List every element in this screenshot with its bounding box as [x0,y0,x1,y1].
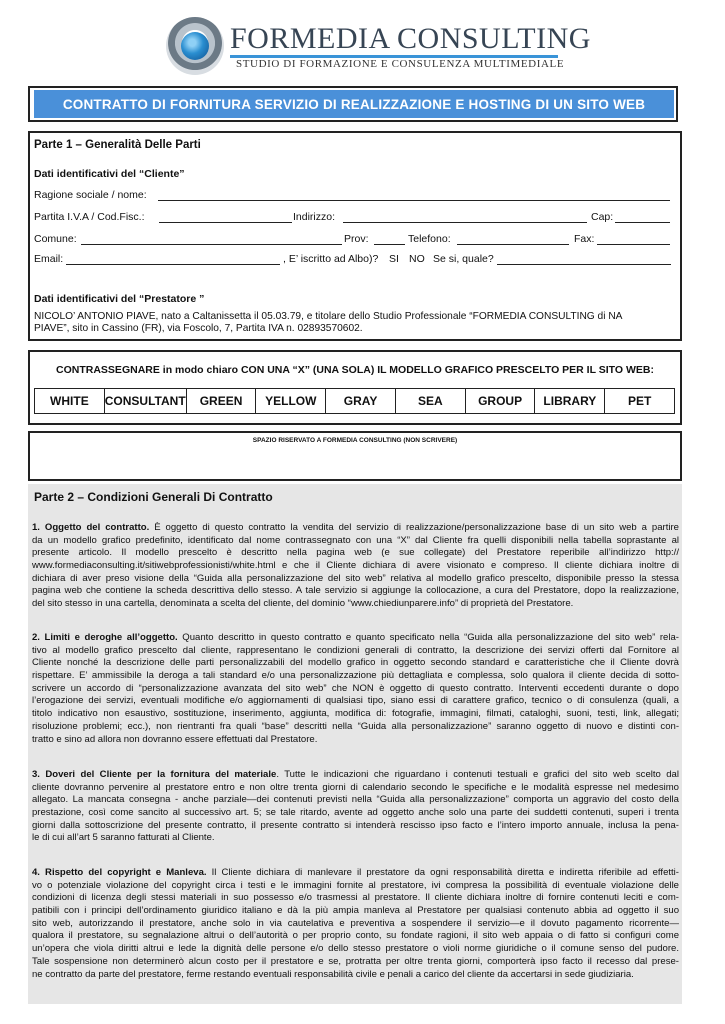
ragione-field[interactable] [158,190,670,201]
section-line: giorni dalla sottoscrizione del presente contratto, il presente contratto si intenderà rescisso ipso facto e l’intero importo annuale, inclusa la pena- [32,819,679,831]
section-1 [32,522,679,611]
fax-label: Fax: [574,233,595,245]
cap-label: Cap: [591,211,614,223]
model-option-green[interactable]: GREEN [187,389,257,413]
prov-label: Prov: [344,233,369,245]
section-line: le di cui all’art 5 saranno fatturati al Cliente. [32,832,215,844]
section-line: dichiara di aver preso visione della “Guida alla personalizzazione del sito web” relativa al modello grafico prescelto, disponibile presso la stessa [32,572,679,584]
section-line: Tale sospensione non determinerò alcun costo per il prestatore e se, protratta per oltre trenta giorni, comporterà ipso facto il recesso dal prese- [32,955,679,967]
section-line: presente articolo. Il modello prescelto è descritto nella pagina web (e sue collegate) del Prestatore reperibile all’indirizzo http:// [32,547,679,559]
section-line: patibili con i principi dell’ordinamento giuridico italiano e dà la più ampia manleva al Prestatore per qualsiasi contenuto abbia ad oggetto il suo [32,905,679,917]
provider-heading: Dati identificativi del “Prestatore ” [34,293,205,305]
model-option-consultant[interactable]: CONSULTANT [105,389,187,413]
section-line: www.formediaconsulting.it/sitiwebprofessionisti/white.html e che il Cliente dichiara di avere visionato e compreso. Il cliente dichiara inoltre di [32,560,679,572]
fax-field[interactable] [597,234,670,245]
section-2 [32,632,679,746]
telefono-field[interactable] [457,234,569,245]
quale-label: Se si, quale? [433,253,494,265]
client-heading: Dati identificativi del “Cliente” [34,168,185,180]
model-option-group[interactable]: GROUP [466,389,536,413]
section-line: rispettare. E’ ammissibile la deroga a tali standard e/o una personalizzazione più dettagliata e complessa, solo qualora il cliente decida di sotto- [32,670,679,682]
section-line: tivo al modello grafico prescelto dal cliente, rappresentano le condizioni generali di contratto, la descrizione dei servizi offerti dal Fornitore al [32,644,679,656]
logo-globe-icon [181,32,209,60]
contract-title-bar [34,90,674,118]
quale-field[interactable] [497,254,671,265]
indirizzo-field[interactable] [343,212,587,223]
brand-name: FORMEDIA CONSULTING [230,22,591,55]
model-options-table [34,388,675,414]
section-line: Quanto descritto in questo contratto e quanto specificato nella “Guida alla personalizzazione del sito web” rela- [177,632,679,643]
telefono-label: Telefono: [408,233,451,245]
section-title: 3. Doveri del Cliente per la fornitura del materiale [32,769,277,780]
section-line: pagina web che contiene la scheda descrittiva dello stesso. A tale servizio si aggiunge la collocazione, a cura del Prestatore, dopo la realizzazione, [32,585,679,597]
section-line: sito web, autorizzando il prestatore, anche solo in via cautelativa e preventiva a sospendere il servizio—e il dovuto pagamento ricorrente— [32,917,679,929]
email-label: Email: [34,253,64,265]
section-line: un’opera che viola diritti altrui e lede la dignità delle persone e/o dello stesso prestatore o violi norme giuridiche o il comune senso del pudore. [32,943,679,955]
section-line: tratto e sino ad allora non dovranno essere effettuati dal Prestatore. [32,733,318,745]
albo-question: , E’ iscritto ad Albo)? [283,253,379,265]
section-line: l’erogazione dei servizi, eventuali modifiche e/o aggiornamenti di qualsiasi tipo, siano essi di carattere grafico, tecnico o di consulenza (quali, a [32,695,679,707]
section-line: Cliente nonché la descrizione delle parti personalizzabili del modello grafico in oggetto secondo standard e caratteristiche che il Cliente dovrà [32,657,679,669]
model-option-gray[interactable]: GRAY [326,389,396,413]
section-line: È oggetto di questo contratto la vendita del servizio di realizzazione/personalizzazione base di un sito web a partire [149,522,679,533]
comune-field[interactable] [81,234,342,245]
part1-heading: Parte 1 – Generalità Delle Parti [34,139,201,151]
section-title: 2. Limiti e deroghe all’oggetto. [32,632,178,643]
piva-label: Partita I.V.A / Cod.Fisc.: [34,211,145,223]
section-line: condizioni di licenza degli stessi materiali in suo possesso e/o trasmessi al prestatore. Il cliente dichiara inoltre di fornire contenuti leciti e com- [32,892,679,904]
section-line: da un modello grafico predefinito, identificato dal nome contrassegnato con una “X” dal Cliente fra quelli disponibili nella tabella soprastante al [32,534,679,546]
part2-heading: Parte 2 – Condizioni Generali Di Contratto [34,490,273,504]
section-line: ne contratto da parte del prestatore, ferme restando eventuali responsabilità civile e penali a carico del cliente da accertarsi in sede giudiziaria. [32,968,634,980]
albo-si[interactable]: SI [389,253,399,265]
contract-title: CONTRATTO DI FORNITURA SERVIZIO DI REALIZZAZIONE E HOSTING DI UN SITO WEB [62,96,646,112]
brand-subtitle: STUDIO DI FORMAZIONE E CONSULENZA MULTIMEDIALE [236,58,565,70]
indirizzo-label: Indirizzo: [293,211,336,223]
model-option-white[interactable]: WHITE [35,389,105,413]
section-line: cliente dovranno pervenire al prestatore entro e non oltre trenta giorni di calendario secondo le specifiche e le modalità espresse nel medesimo [32,781,679,793]
section-title: 1. Oggetto del contratto. [32,522,150,533]
albo-no[interactable]: NO [409,253,425,265]
provider-line-1: NICOLO’ ANTONIO PIAVE, nato a Caltanissetta il 05.03.79, e titolare dello Studio Professionale “FORMEDIA CONSULTING di NA [34,311,623,322]
model-option-yellow[interactable]: YELLOW [256,389,326,413]
section-line: . Tutte le indicazioni che riguardano i contenuti testuali e grafici del sito web scelto dal [276,769,679,780]
model-option-sea[interactable]: SEA [396,389,466,413]
section-title: 4. Rispetto del copyright e Manleva. [32,867,207,878]
piva-field[interactable] [159,212,292,223]
section-line: scrivere un accordo di “personalizzazione avanzata del sito web” che NON è oggetto di questo contratto. Interventi eccedenti durante o dopo [32,682,679,694]
section-line: vo o potenziale violazione del copyright circa i testi e le immagini fornite al prestatore, ivi compresa la possibilità di eventuale violazione delle [32,879,679,891]
model-option-library[interactable]: LIBRARY [535,389,605,413]
model-option-pet[interactable]: PET [627,394,652,408]
section-line: qualora il prestatore, su segnalazione altrui o dell’autorità o per proprio conto, su fondate ragioni, il sito web appaia o di fatto si configuri come [32,930,679,942]
section-line: titolo indicativo non esaustivo, sostituzione, inserimento, aggiunta, modifica di: fotografie, immagini, filmati, cataloghi, suoni, testi, link, allegati; [32,708,679,720]
prov-field[interactable] [374,234,405,245]
comune-label: Comune: [34,233,77,245]
reserved-label: SPAZIO RISERVATO A FORMEDIA CONSULTING (NON SCRIVERE) [252,437,458,444]
provider-line-2: PIAVE”, sito in Cassino (FR), via Foscolo, 7, Partita IVA n. 02893570602. [34,323,363,334]
section-line: prestazione, così come sancito al successivo art. 5; se tale ritardo, avente ad oggetto anche solo una parte dei suddetti contenuti, superi i trenta [32,807,679,819]
section-line: del sito stesso in una cartella, denominata a scelta del cliente, del dominio “www.chiediunparere.info” di proprietà del Prestatore. [32,598,574,610]
section-line: risoluzione problemi; ecc.), non rientranti fra quali “base” descritti nella “Guida alla personalizzazione” saranno oggetto di nuovo e distinti con- [32,720,679,732]
section-3 [32,769,679,845]
ragione-label: Ragione sociale / nome: [34,189,147,201]
section-line: Il Cliente dichiara di manlevare il prestatore da ogni responsabilità diretta e indiretta riferibile ad effetti- [206,867,679,878]
model-instruction: CONTRASSEGNARE in modo chiaro CON UNA “X” (UNA SOLA) IL MODELLO GRAFICO PRESCELTO PER IL SITO WEB: [56,364,654,376]
cap-field[interactable] [615,212,670,223]
section-line: allegato. La mancata consegna - anche parziale—dei contenuti previsti nella “Guida alla personalizzazione” comporta un aggravio del costo della [32,794,679,806]
section-4 [32,867,679,981]
email-field[interactable] [66,254,280,265]
